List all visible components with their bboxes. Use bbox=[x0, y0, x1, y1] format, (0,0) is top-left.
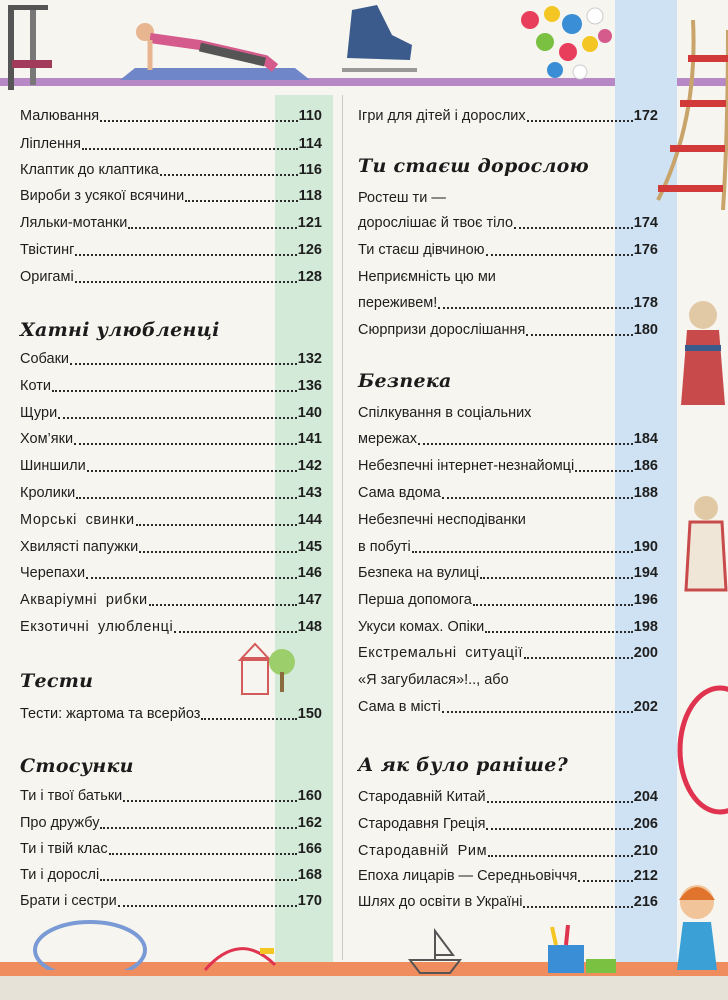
dot-leader bbox=[100, 812, 296, 829]
dot-leader bbox=[473, 589, 633, 606]
toc-entry-line bbox=[358, 266, 658, 288]
dot-leader bbox=[52, 375, 297, 392]
toc-entry-line bbox=[358, 669, 658, 691]
toc-entry-title: переживем! bbox=[358, 295, 438, 311]
section-heading: А як було раніше? bbox=[358, 754, 569, 776]
dot-leader bbox=[149, 589, 297, 606]
dot-leader bbox=[123, 785, 297, 802]
toc-entry-title: Сама в місті bbox=[358, 699, 441, 715]
toc-page-number: 118 bbox=[298, 188, 322, 204]
section-heading: Ти стаєш дорослою bbox=[358, 155, 589, 177]
dot-leader bbox=[485, 616, 633, 633]
toc-page-number: 160 bbox=[297, 788, 322, 804]
dot-leader bbox=[74, 428, 297, 445]
toc-entry-title: Шиншили bbox=[20, 458, 86, 474]
dot-leader bbox=[486, 813, 632, 830]
toc-entry-title: Стародавній Китай bbox=[358, 789, 486, 805]
toc-page-number: 216 bbox=[633, 894, 658, 910]
buttons-illustration bbox=[510, 0, 630, 90]
toc-page-number: 145 bbox=[297, 539, 322, 555]
toc-entry bbox=[358, 642, 658, 664]
toc-entry-title: Ігри для дітей і дорослих bbox=[358, 108, 526, 124]
toc-page-number: 202 bbox=[633, 699, 658, 715]
toc-page-number: 150 bbox=[297, 706, 322, 722]
toc-entry bbox=[358, 891, 658, 913]
dot-leader bbox=[442, 482, 633, 499]
dot-leader bbox=[139, 536, 297, 553]
toc-entry-title: Екзотичні улюбленці bbox=[20, 619, 174, 635]
toc-entry bbox=[20, 159, 322, 181]
toc-entry bbox=[358, 212, 658, 234]
toc-entry bbox=[20, 562, 322, 584]
toc-entry-title: Укуси комах. Опіки bbox=[358, 619, 485, 635]
toc-entry-title: Небезпечні несподіванки bbox=[358, 512, 526, 528]
toc-entry bbox=[20, 239, 322, 261]
toc-entry-title: Шлях до освіти в Україні bbox=[358, 894, 523, 910]
toc-page-number: 212 bbox=[633, 868, 658, 884]
toc-entry-title: Перша допомога bbox=[358, 592, 472, 608]
toc-page-number: 206 bbox=[633, 816, 658, 832]
toc-entry-title: Ти стаєш дівчиною bbox=[358, 242, 485, 258]
motanka-doll-illustration bbox=[675, 295, 728, 415]
column-divider bbox=[342, 95, 343, 960]
toc-page-number: 166 bbox=[297, 841, 322, 857]
toc-entry-title: Собаки bbox=[20, 351, 70, 367]
toc-entry bbox=[20, 864, 322, 886]
toc-entry-line bbox=[358, 187, 658, 209]
toc-entry-title: Хвилясті папужки bbox=[20, 539, 139, 555]
toc-entry-title: Акваріумні рибки bbox=[20, 592, 148, 608]
toc-entry bbox=[358, 813, 658, 835]
section-heading: Хатні улюбленці bbox=[20, 319, 220, 341]
dot-leader bbox=[412, 536, 633, 553]
toc-entry-title: Епоха лицарів — Середньовіччя bbox=[358, 868, 578, 884]
toc-entry bbox=[20, 785, 322, 807]
dot-leader bbox=[100, 864, 297, 881]
dot-leader bbox=[480, 562, 633, 579]
toc-entry-title: Екстремальні ситуації bbox=[358, 645, 523, 661]
toc-entry-line bbox=[358, 402, 658, 424]
toc-entry-title: Вироби з усякої всячини bbox=[20, 188, 185, 204]
dot-leader bbox=[185, 185, 297, 202]
toc-entry bbox=[20, 703, 322, 725]
dot-leader bbox=[418, 428, 633, 445]
toc-page-number: 141 bbox=[297, 431, 322, 447]
dot-leader bbox=[109, 838, 297, 855]
toc-entry bbox=[20, 616, 322, 638]
toc-page-number: 190 bbox=[633, 539, 658, 555]
toc-entry bbox=[20, 455, 322, 477]
toc-entry-title: дорослішає й твоє тіло bbox=[358, 215, 514, 231]
toc-page-number: 148 bbox=[297, 619, 322, 635]
toc-page-number: 132 bbox=[297, 351, 322, 367]
toc-entry-title: Небезпечні інтернет-незнайомці bbox=[358, 458, 575, 474]
toc-entry bbox=[358, 105, 658, 127]
toc-entry bbox=[358, 482, 658, 504]
ice-skate-illustration bbox=[332, 0, 422, 80]
toc-page-number: 142 bbox=[297, 458, 322, 474]
dot-leader bbox=[75, 239, 296, 256]
toc-page-number: 114 bbox=[298, 136, 322, 152]
dot-leader bbox=[76, 482, 297, 499]
toc-entry-title: Черепахи bbox=[20, 565, 86, 581]
dot-leader bbox=[118, 890, 297, 907]
dot-leader bbox=[136, 509, 297, 526]
toc-entry-title: Кролики bbox=[20, 485, 76, 501]
toc-page-number: 128 bbox=[297, 269, 322, 285]
dot-leader bbox=[82, 133, 298, 150]
toc-entry-title: Коти bbox=[20, 378, 51, 394]
toc-page-number: 204 bbox=[633, 789, 658, 805]
toc-entry bbox=[20, 105, 322, 127]
toc-entry bbox=[20, 812, 322, 834]
dot-leader bbox=[86, 562, 297, 579]
dot-leader bbox=[514, 212, 633, 229]
toc-entry-title: Безпека на вулиці bbox=[358, 565, 480, 581]
toc-entry-title: Брати і сестри bbox=[20, 893, 117, 909]
dot-leader bbox=[70, 348, 297, 365]
dot-leader bbox=[87, 455, 297, 472]
toc-page-number: 126 bbox=[297, 242, 322, 258]
toc-page-number: 110 bbox=[298, 108, 322, 124]
toc-page-number: 168 bbox=[297, 867, 322, 883]
section-heading: Тести bbox=[20, 670, 94, 692]
toc-entry bbox=[358, 319, 658, 341]
section-heading: Стосунки bbox=[20, 755, 134, 777]
toc-entry-title: Сама вдома bbox=[358, 485, 441, 501]
toc-page-number: 176 bbox=[633, 242, 658, 258]
dot-leader bbox=[575, 455, 633, 472]
toc-entry-title: Ляльки-мотанки bbox=[20, 215, 128, 231]
toc-page-number: 144 bbox=[297, 512, 322, 528]
toc-entry bbox=[20, 266, 322, 288]
toc-page-number: 196 bbox=[633, 592, 658, 608]
toc-entry bbox=[358, 292, 658, 314]
toc-page-number: 140 bbox=[297, 405, 322, 421]
toc-entry bbox=[20, 375, 322, 397]
toc-entry bbox=[20, 133, 322, 155]
dot-leader bbox=[442, 696, 633, 713]
toc-page-number: 143 bbox=[297, 485, 322, 501]
toc-entry bbox=[20, 838, 322, 860]
toc-entry-title: Клаптик до клаптика bbox=[20, 162, 159, 178]
toc-entry-title: Ти і твої батьки bbox=[20, 788, 123, 804]
toc-entry bbox=[358, 455, 658, 477]
dot-leader bbox=[201, 703, 296, 720]
toc-entry bbox=[20, 348, 322, 370]
toc-entry bbox=[358, 428, 658, 450]
dot-leader bbox=[174, 616, 296, 633]
toc-page-number: 174 bbox=[633, 215, 658, 231]
toc-page-number: 180 bbox=[633, 322, 658, 338]
toc-entry-title: Сюрпризи дорослішання bbox=[358, 322, 526, 338]
dot-leader bbox=[438, 292, 633, 309]
toc-entry-title: Про дружбу bbox=[20, 815, 100, 831]
girl-character-illustration bbox=[665, 880, 728, 980]
toc-entry bbox=[358, 786, 658, 808]
dot-leader bbox=[100, 105, 297, 122]
second-doll-illustration bbox=[680, 490, 728, 600]
toc-entry bbox=[358, 239, 658, 261]
toc-entry bbox=[358, 865, 658, 887]
dot-leader bbox=[128, 212, 296, 229]
hoop-and-weights-illustration bbox=[25, 910, 155, 970]
toc-page-number: 194 bbox=[633, 565, 658, 581]
toc-entry-line bbox=[358, 509, 658, 531]
dot-leader bbox=[523, 891, 632, 908]
toc-entry bbox=[20, 212, 322, 234]
house-tree-sketch bbox=[236, 638, 298, 700]
dot-leader bbox=[488, 840, 633, 857]
toc-entry-title: «Я загубилася»!.., або bbox=[358, 672, 509, 688]
toc-page-number: 147 bbox=[297, 592, 322, 608]
toc-entry bbox=[358, 840, 658, 862]
bottom-floor bbox=[0, 976, 728, 1000]
gym-machine-illustration bbox=[0, 0, 60, 95]
toc-entry bbox=[20, 890, 322, 912]
toc-entry-title: Тести: жартома та всерйоз bbox=[20, 706, 201, 722]
toc-entry bbox=[20, 482, 322, 504]
toc-page-number: 121 bbox=[297, 215, 322, 231]
pencils-and-books-illustration bbox=[540, 925, 620, 975]
dot-leader bbox=[526, 319, 632, 336]
toc-entry-title: Стародавня Греція bbox=[358, 816, 486, 832]
toc-page-number: 200 bbox=[633, 645, 658, 661]
toc-entry-title: Ліплення bbox=[20, 136, 81, 152]
toc-entry-title: мережах bbox=[358, 431, 418, 447]
toc-entry-title: Морські свинки bbox=[20, 512, 135, 528]
toc-page-number: 162 bbox=[297, 815, 322, 831]
toc-page-number: 188 bbox=[633, 485, 658, 501]
toc-page-number: 210 bbox=[633, 843, 658, 859]
toc-entry-title: Стародавній Рим bbox=[358, 843, 488, 859]
toc-entry-title: Щури bbox=[20, 405, 58, 421]
section-heading: Безпека bbox=[358, 370, 452, 392]
toc-entry-title: Хом’яки bbox=[20, 431, 74, 447]
toc-page-number: 186 bbox=[633, 458, 658, 474]
hula-hoop-illustration bbox=[670, 680, 728, 820]
toc-entry-title: Ти і твій клас bbox=[20, 841, 108, 857]
toc-page-number: 172 bbox=[633, 108, 658, 124]
toc-entry bbox=[20, 536, 322, 558]
paper-boat-sketch bbox=[405, 925, 465, 975]
toc-entry-title: в побуті bbox=[358, 539, 411, 555]
toc-entry bbox=[358, 589, 658, 611]
toc-entry-title: Ти і дорослі bbox=[20, 867, 100, 883]
dot-leader bbox=[160, 159, 298, 176]
toc-entry bbox=[20, 509, 322, 531]
toc-entry bbox=[20, 185, 322, 207]
toc-entry-title: Спілкування в соціальних bbox=[358, 405, 532, 421]
dot-leader bbox=[58, 402, 297, 419]
toc-entry bbox=[358, 616, 658, 638]
toc-page-number: 198 bbox=[633, 619, 658, 635]
toc-entry-title: Малювання bbox=[20, 108, 100, 124]
toc-page-number: 178 bbox=[633, 295, 658, 311]
toc-entry-title: Оригамі bbox=[20, 269, 74, 285]
dot-leader bbox=[527, 105, 633, 122]
toc-page-number: 136 bbox=[297, 378, 322, 394]
toc-entry-title: Ростеш ти — bbox=[358, 190, 446, 206]
dot-leader bbox=[486, 239, 633, 256]
toc-entry bbox=[20, 402, 322, 424]
toc-entry-title: Твістинг bbox=[20, 242, 75, 258]
dot-leader bbox=[487, 786, 633, 803]
toc-entry-title: Неприємність цю ми bbox=[358, 269, 496, 285]
dot-leader bbox=[524, 642, 633, 659]
yoga-girl-illustration bbox=[115, 10, 315, 85]
toc-entry bbox=[20, 428, 322, 450]
dot-leader bbox=[578, 865, 632, 882]
toc-page-number: 146 bbox=[297, 565, 322, 581]
jump-rope-illustration bbox=[200, 940, 280, 980]
toc-entry bbox=[358, 562, 658, 584]
toc-page-number: 116 bbox=[298, 162, 322, 178]
toc-entry bbox=[358, 536, 658, 558]
toc-page-number: 184 bbox=[633, 431, 658, 447]
toc-entry bbox=[358, 696, 658, 718]
toc-entry bbox=[20, 589, 322, 611]
dot-leader bbox=[75, 266, 297, 283]
toc-page-number: 170 bbox=[297, 893, 322, 909]
